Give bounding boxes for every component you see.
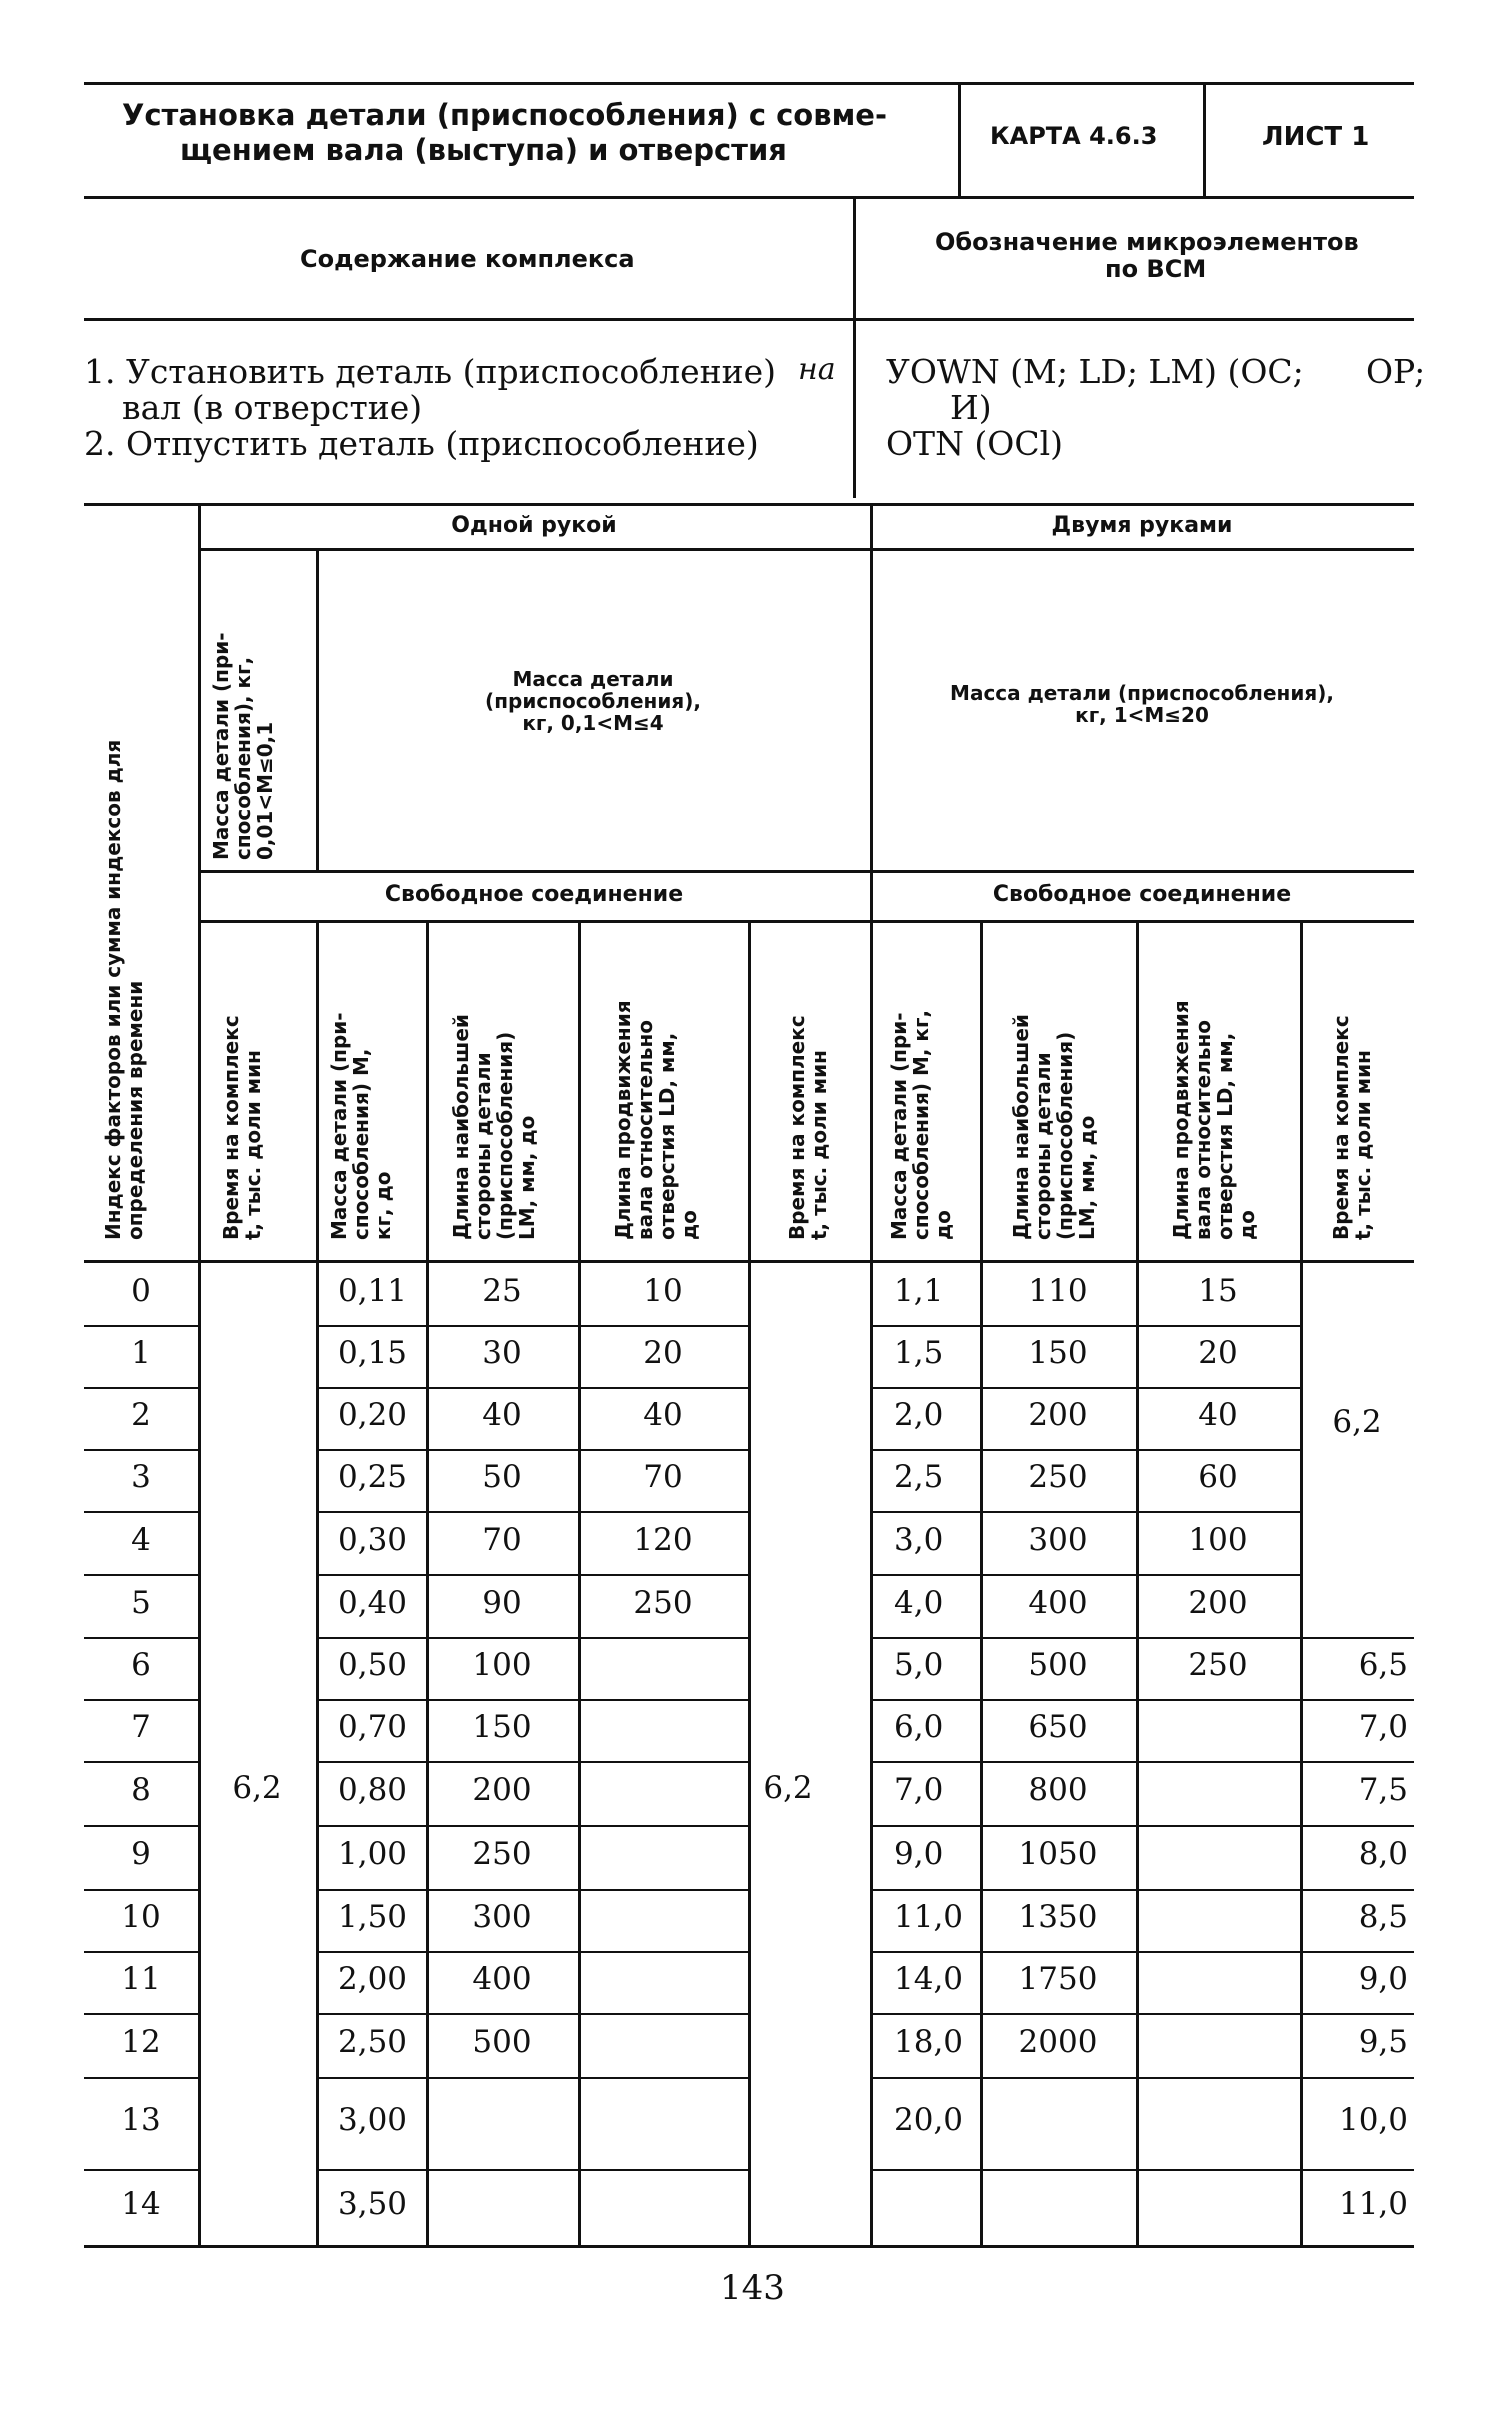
mass-small-header: Масса детали (при- способления), кг, 0,01<M≤0,1 — [209, 632, 277, 860]
row-separator — [316, 1889, 426, 1891]
row-separator — [980, 1574, 1136, 1576]
row-separator — [316, 1825, 426, 1827]
row-index: 5 — [131, 1585, 151, 1621]
row-separator — [980, 1325, 1136, 1327]
table-cell: 100 — [472, 1647, 532, 1683]
table-cell: 2,5 — [894, 1459, 944, 1495]
table-cell: 0,40 — [338, 1585, 408, 1621]
row-separator — [1136, 1825, 1300, 1827]
row-separator — [870, 1325, 980, 1327]
table-cell: 11,0 — [1338, 2186, 1408, 2222]
table-cell: 30 — [482, 1335, 522, 1371]
table-cell: 200 — [1028, 1397, 1088, 1433]
col-time-b: Время на комплекс t, тыс. доли мин — [785, 1015, 831, 1240]
table-cell: 7,0 — [894, 1772, 944, 1808]
row-index: 2 — [131, 1397, 151, 1433]
row-separator — [870, 2169, 980, 2171]
table-cell: 9,0 — [1358, 1961, 1408, 1997]
table-cell: 50 — [482, 1459, 522, 1495]
table-cell: 0,70 — [338, 1709, 408, 1745]
row-separator — [316, 1449, 426, 1451]
table-cell: 9,0 — [894, 1836, 944, 1872]
index-header: Индекс факторов или сумма индексов для определения времени — [101, 739, 147, 1240]
table-cell: 400 — [1028, 1585, 1088, 1621]
row-separator — [316, 1637, 426, 1639]
row-separator — [980, 2013, 1136, 2015]
row-separator — [84, 1574, 198, 1576]
row-separator — [980, 2077, 1136, 2079]
table-cell: 400 — [472, 1961, 532, 1997]
free-joint-right: Свободное соединение — [992, 882, 1292, 907]
col-time-a: Время на комплекс t, тыс. доли мин — [219, 1015, 265, 1240]
col-mass-a: Масса детали (при- способления) M, кг, до — [327, 1012, 395, 1240]
table-cell: 500 — [1028, 1647, 1088, 1683]
mass-two-hands-header: Масса детали (приспособления), кг, 1<M≤20 — [950, 681, 1334, 727]
table-cell: 500 — [472, 2024, 532, 2060]
row-separator — [1300, 1889, 1414, 1891]
mass-one-hand-header: Масса детали (приспособления), кг, 0,1<M≤4 — [485, 667, 701, 735]
row-separator — [870, 1511, 980, 1513]
row-separator — [578, 1637, 748, 1639]
table-cell: 14,0 — [894, 1961, 964, 1997]
row-separator — [578, 2077, 748, 2079]
row-separator — [1136, 1951, 1300, 1953]
table-cell: 120 — [633, 1522, 693, 1558]
row-separator — [84, 1825, 198, 1827]
row-separator — [1300, 1699, 1414, 1701]
table-cell: 11,0 — [894, 1899, 964, 1935]
row-separator — [980, 1699, 1136, 1701]
row-separator — [84, 1637, 198, 1639]
row-separator — [84, 1889, 198, 1891]
row-index: 1 — [131, 1335, 151, 1371]
row-separator — [870, 2013, 980, 2015]
row-separator — [1136, 1637, 1300, 1639]
row-separator — [578, 2169, 748, 2171]
row-separator — [980, 2169, 1136, 2171]
row-separator — [1300, 2077, 1414, 2079]
code-1-line1: УOWN (M; LD; LM) (OC; — [886, 352, 1304, 391]
row-separator — [316, 1511, 426, 1513]
table-cell: 4,0 — [894, 1585, 944, 1621]
row-separator — [84, 2169, 198, 2171]
col-len-b: Длина наибольшей стороны детали (приспособления) LM, мм, до — [1009, 1014, 1099, 1240]
row-separator — [1136, 2169, 1300, 2171]
row-separator — [1300, 2169, 1414, 2171]
row-separator — [980, 1889, 1136, 1891]
content-header: Содержание комплекса — [300, 245, 635, 273]
step-1-line1: 1. Установить деталь (приспособление) — [84, 352, 777, 391]
row-index: 13 — [121, 2102, 161, 2138]
time-b-merged: 6,2 — [763, 1770, 813, 1806]
row-separator — [578, 1387, 748, 1389]
row-index: 7 — [131, 1709, 151, 1745]
row-separator — [870, 1637, 980, 1639]
row-separator — [1136, 1889, 1300, 1891]
table-cell: 7,5 — [1358, 1772, 1408, 1808]
table-cell: 250 — [472, 1836, 532, 1872]
row-separator — [578, 2013, 748, 2015]
row-separator — [870, 2077, 980, 2079]
table-cell: 15 — [1198, 1273, 1238, 1309]
row-separator — [578, 1325, 748, 1327]
col-len-a: Длина наибольшей стороны детали (приспособления) LM, мм, до — [449, 1014, 539, 1240]
table-cell: 100 — [1188, 1522, 1248, 1558]
table-cell: 40 — [643, 1397, 683, 1433]
row-separator — [84, 1699, 198, 1701]
table-cell: 2,00 — [338, 1961, 408, 1997]
two-hands-header: Двумя руками — [1051, 513, 1233, 538]
code-1-line2: И) — [950, 388, 992, 427]
card-title-line1: Установка детали (приспособления) с совме- — [122, 98, 887, 132]
row-separator — [578, 1449, 748, 1451]
row-separator — [980, 1449, 1136, 1451]
row-index: 12 — [121, 2024, 161, 2060]
table-cell: 40 — [1198, 1397, 1238, 1433]
row-separator — [1136, 2013, 1300, 2015]
table-cell: 150 — [1028, 1335, 1088, 1371]
table-cell: 70 — [482, 1522, 522, 1558]
table-cell: 250 — [1188, 1647, 1248, 1683]
row-separator — [426, 1325, 578, 1327]
card-title-line2: щением вала (выступа) и отверстия — [180, 133, 787, 167]
row-index: 11 — [121, 1961, 161, 1997]
row-separator — [980, 1637, 1136, 1639]
row-index: 8 — [131, 1772, 151, 1808]
row-separator — [426, 2077, 578, 2079]
row-separator — [84, 1511, 198, 1513]
card-number: КАРТА 4.6.3 — [990, 122, 1158, 150]
row-separator — [316, 1699, 426, 1701]
table-cell: 250 — [633, 1585, 693, 1621]
row-index: 4 — [131, 1522, 151, 1558]
row-separator — [870, 1951, 980, 1953]
row-separator — [1136, 1511, 1300, 1513]
table-cell: 0,50 — [338, 1647, 408, 1683]
row-separator — [316, 1325, 426, 1327]
row-separator — [578, 1574, 748, 1576]
table-cell: 60 — [1198, 1459, 1238, 1495]
row-separator — [870, 1889, 980, 1891]
row-separator — [426, 1699, 578, 1701]
table-cell: 3,0 — [894, 1522, 944, 1558]
row-separator — [426, 2013, 578, 2015]
row-separator — [1300, 2013, 1414, 2015]
row-separator — [870, 1449, 980, 1451]
row-separator — [1136, 1387, 1300, 1389]
row-separator — [426, 1951, 578, 1953]
table-cell: 6,0 — [894, 1709, 944, 1745]
table-cell: 1350 — [1018, 1899, 1098, 1935]
table-cell: 0,30 — [338, 1522, 408, 1558]
row-separator — [316, 1951, 426, 1953]
row-separator — [1300, 1761, 1414, 1763]
row-separator — [578, 1761, 748, 1763]
table-cell: 6,5 — [1358, 1647, 1408, 1683]
row-separator — [84, 2077, 198, 2079]
table-cell: 20 — [643, 1335, 683, 1371]
table-cell: 3,50 — [338, 2186, 408, 2222]
row-separator — [578, 1951, 748, 1953]
table-cell: 300 — [1028, 1522, 1088, 1558]
row-separator — [1300, 1951, 1414, 1953]
row-separator — [426, 1889, 578, 1891]
table-cell: 300 — [472, 1899, 532, 1935]
code-2: OTN (OCl) — [886, 424, 1064, 463]
row-index: 0 — [131, 1273, 151, 1309]
row-separator — [1136, 1574, 1300, 1576]
table-cell: 110 — [1028, 1273, 1088, 1309]
row-separator — [870, 1761, 980, 1763]
row-separator — [316, 2077, 426, 2079]
table-cell: 250 — [1028, 1459, 1088, 1495]
page-number: 143 — [720, 2268, 785, 2308]
table-cell: 1050 — [1018, 1836, 1098, 1872]
table-cell: 7,0 — [1358, 1709, 1408, 1745]
row-separator — [578, 1699, 748, 1701]
row-separator — [316, 2013, 426, 2015]
code-1-op: OP; — [1366, 352, 1426, 391]
row-separator — [1136, 1761, 1300, 1763]
table-cell: 1,50 — [338, 1899, 408, 1935]
table-cell: 2000 — [1018, 2024, 1098, 2060]
row-separator — [870, 1699, 980, 1701]
table-cell: 90 — [482, 1585, 522, 1621]
table-cell: 1,5 — [894, 1335, 944, 1371]
row-separator — [980, 1761, 1136, 1763]
row-separator — [84, 1951, 198, 1953]
table-cell: 0,20 — [338, 1397, 408, 1433]
sheet-number: ЛИСТ 1 — [1262, 122, 1370, 152]
row-index: 10 — [121, 1899, 161, 1935]
table-cell: 200 — [1188, 1585, 1248, 1621]
table-cell: 0,25 — [338, 1459, 408, 1495]
table-cell: 2,0 — [894, 1397, 944, 1433]
table-cell: 10,0 — [1338, 2102, 1408, 2138]
table-cell: 40 — [482, 1397, 522, 1433]
row-separator — [1136, 1699, 1300, 1701]
table-cell: 20,0 — [894, 2102, 964, 2138]
codes-header-line1: Обозначение микроэлементов — [935, 228, 1359, 256]
table-cell: 8,5 — [1358, 1899, 1408, 1935]
table-cell: 150 — [472, 1709, 532, 1745]
step-1-na: на — [798, 352, 836, 387]
row-separator — [84, 1387, 198, 1389]
row-separator — [426, 1449, 578, 1451]
step-2: 2. Отпустить деталь (приспособление) — [84, 424, 759, 463]
one-hand-header: Одной рукой — [451, 513, 617, 538]
table-cell: 9,5 — [1358, 2024, 1408, 2060]
table-cell: 2,50 — [338, 2024, 408, 2060]
row-separator — [980, 1387, 1136, 1389]
table-cell: 0,11 — [338, 1273, 408, 1309]
table-cell: 25 — [482, 1273, 522, 1309]
row-separator — [84, 1325, 198, 1327]
step-1-line2: вал (в отверстие) — [122, 388, 423, 427]
table-cell: 1,00 — [338, 1836, 408, 1872]
table-cell: 18,0 — [894, 2024, 964, 2060]
table-cell: 0,80 — [338, 1772, 408, 1808]
row-separator — [316, 1761, 426, 1763]
table-cell: 10 — [643, 1273, 683, 1309]
table-cell: 800 — [1028, 1772, 1088, 1808]
row-separator — [1136, 1325, 1300, 1327]
table-cell: 0,15 — [338, 1335, 408, 1371]
row-separator — [1300, 1637, 1414, 1639]
table-cell: 650 — [1028, 1709, 1088, 1745]
row-separator — [316, 1387, 426, 1389]
row-separator — [1136, 2077, 1300, 2079]
row-index: 14 — [121, 2186, 161, 2222]
row-index: 9 — [131, 1836, 151, 1872]
table-cell: 70 — [643, 1459, 683, 1495]
row-separator — [316, 2169, 426, 2171]
row-separator — [316, 1574, 426, 1576]
row-separator — [84, 1449, 198, 1451]
row-separator — [1136, 1449, 1300, 1451]
col-time-c: Время на комплекс t, тыс. доли мин — [1329, 1015, 1375, 1240]
row-separator — [980, 1511, 1136, 1513]
time-c-merged: 6,2 — [1332, 1404, 1382, 1440]
row-separator — [980, 1825, 1136, 1827]
col-ld-a: Длина продвижения вала относительно отверстия LD, мм, до — [611, 1000, 701, 1240]
table-cell: 8,0 — [1358, 1836, 1408, 1872]
table-cell: 1750 — [1018, 1961, 1098, 1997]
time-a-merged: 6,2 — [232, 1770, 282, 1806]
table-cell: 20 — [1198, 1335, 1238, 1371]
row-separator — [84, 1761, 198, 1763]
row-separator — [1300, 1825, 1414, 1827]
codes-header-line2: по ВСМ — [1105, 255, 1207, 283]
free-joint-left: Свободное соединение — [384, 882, 684, 907]
col-mass-b: Масса детали (при- способления) M, кг, до — [887, 1009, 955, 1240]
row-separator — [426, 1761, 578, 1763]
row-separator — [870, 1825, 980, 1827]
row-separator — [980, 1951, 1136, 1953]
row-separator — [84, 2013, 198, 2015]
row-separator — [426, 1387, 578, 1389]
row-separator — [426, 1825, 578, 1827]
row-separator — [578, 1889, 748, 1891]
table-cell: 3,00 — [338, 2102, 408, 2138]
row-index: 6 — [131, 1647, 151, 1683]
row-separator — [578, 1825, 748, 1827]
row-separator — [578, 1511, 748, 1513]
row-separator — [870, 1574, 980, 1576]
col-ld-b: Длина продвижения вала относительно отверстия LD, мм, до — [1169, 1000, 1259, 1240]
row-separator — [426, 2169, 578, 2171]
row-index: 3 — [131, 1459, 151, 1495]
row-separator — [426, 1511, 578, 1513]
row-separator — [426, 1574, 578, 1576]
table-cell: 1,1 — [894, 1273, 944, 1309]
row-separator — [426, 1637, 578, 1639]
table-cell: 5,0 — [894, 1647, 944, 1683]
table-cell: 200 — [472, 1772, 532, 1808]
row-separator — [870, 1387, 980, 1389]
